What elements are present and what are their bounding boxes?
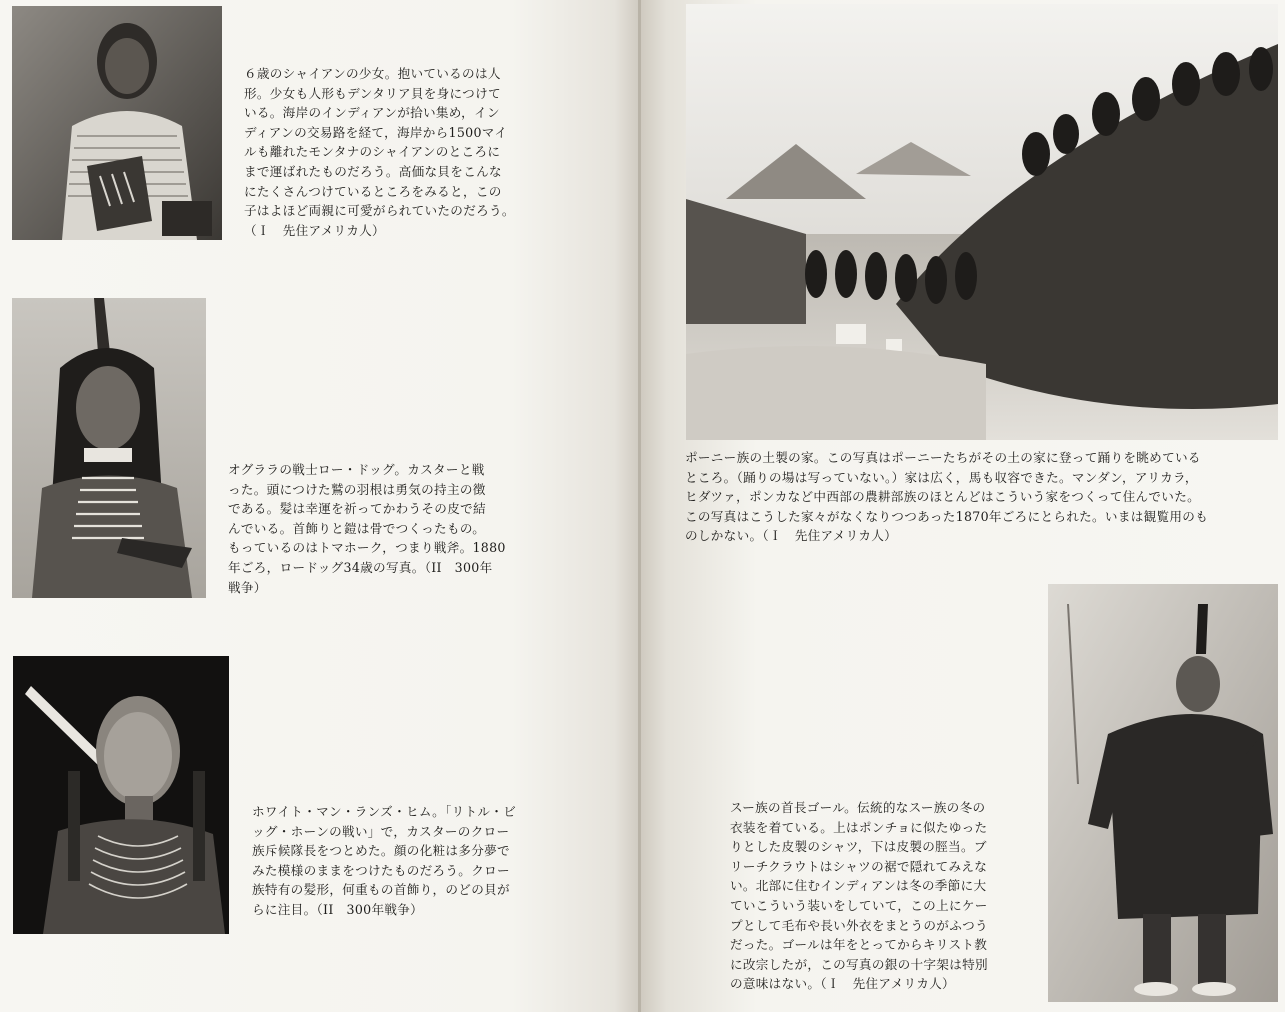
cheyenne-girl-caption: ６歳のシャイアンの少女。抱いているのは人 形。少女も人形もデンタリア貝を身につけて いる。海岸のインディアンが拾い集め，イン ディアンの交易路を経て，海岸から1500マイ ルも離れたモンタナのシャイアンのところに まで運ばれたものだろう。高価な貝をこんな にたくさんつけているところをみると，この 子はよほど両親に可愛がられていたのだろう。 （Ｉ 先住アメリカ人） <box>244 66 515 238</box>
gall-photo <box>1048 584 1278 1002</box>
gall-caption: スー族の首長ゴール。伝統的なスー族の冬の 衣装を着ている。上はポンチョに似たゆった りとした皮製のシャツ，下は皮製の脛当。ブ リーチクラウトはシャツの裾で隠れてみえな い。北部に住むインディアンは冬の季節に大 ていこういう装いをしていて，この上にケー プとして毛布や長い外衣をまとうのがふつう だった。ゴールは年をとってからキリスト教 に改宗したが，この写真の銀の十字架は特別 の意味はない。（Ｉ 先住アメリカ人） <box>730 800 988 992</box>
cheyenne-girl-photo <box>12 6 222 240</box>
right-page <box>641 0 1285 1012</box>
pawnee-lodges-caption: ポーニー族の土製の家。この写真はポーニーたちがその土の家に登って踊りを眺めている ところ。（踊りの場は写っていない。）家は広く，馬も収容できた。マンダン，アリカラ， ヒダツァ，ポンカなど中西部の農耕部族のほとんどはこういう家をつくって住んでいた。 この写真はこうした家々がなくなりつつあった1870年ごろにとられた。いまは観覧用のも のしかない。（Ｉ 先住アメリカ人） <box>685 450 1209 544</box>
white-man-runs-him-photo <box>13 656 229 934</box>
pawnee-lodges-photo <box>686 4 1278 440</box>
low-dog-caption: オグララの戦士ロー・ドッグ。カスターと戦 った。頭につけた鷲の羽根は勇気の持主の徴 である。髪は幸運を祈ってかわうその皮で結 んでいる。首飾りと鎧は骨でつくったもの。 もっているのはトマホーク，つまり戦斧。1880 年ごろ，ロードッグ34歳の写真。（II 300年 戦争） <box>228 462 506 595</box>
white-man-runs-him-caption: ホワイト・マン・ランズ・ヒム。「リトル・ビ ッグ・ホーンの戦い」で，カスターのクロー 族斥候隊長をつとめた。顔の化粧は多分夢で みた模様のままをつけたものだろう。クロー 族特有の髪形，何重もの首飾り，のどの貝が らに注目。（II 300年戦争） <box>252 804 517 917</box>
low-dog-photo <box>12 298 206 598</box>
left-page <box>0 0 640 1012</box>
